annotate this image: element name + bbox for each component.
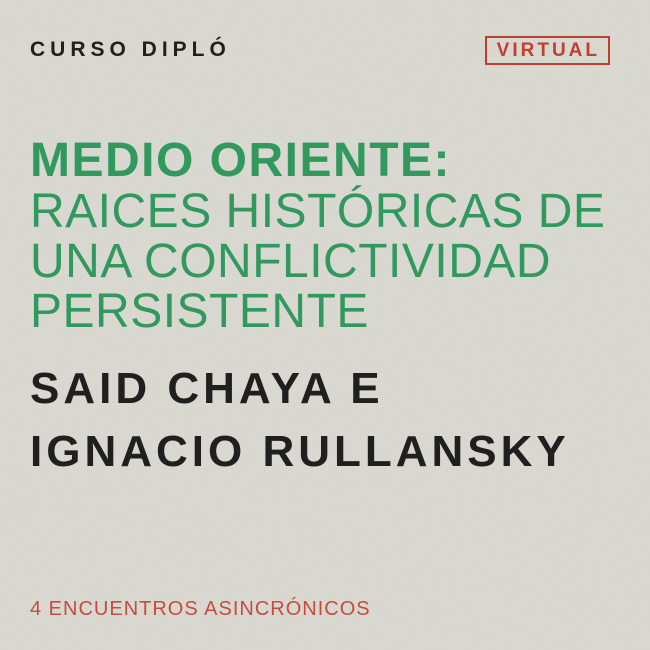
- course-title: [30, 134, 630, 337]
- virtual-badge: VIRTUAL: [485, 36, 610, 65]
- speaker-names: [30, 357, 630, 483]
- poster-header: [30, 36, 610, 65]
- course-title-line-3: PERSISTENTE: [30, 285, 369, 338]
- speaker-line-2: IGNACIO RULLANSKY: [30, 427, 570, 476]
- course-title-line-2: UNA CONFLICTIVIDAD: [30, 235, 552, 288]
- course-title-emphasis-line: MEDIO ORIENTE:: [30, 134, 452, 187]
- speaker-line-1: SAID CHAYA E: [30, 364, 384, 413]
- kicker-label: CURSO DIPLÓ: [30, 38, 231, 61]
- session-count-note: 4 ENCUENTROS ASINCRÓNICOS: [30, 598, 371, 620]
- course-title-line-1: RAICES HISTÓRICAS DE: [30, 185, 606, 238]
